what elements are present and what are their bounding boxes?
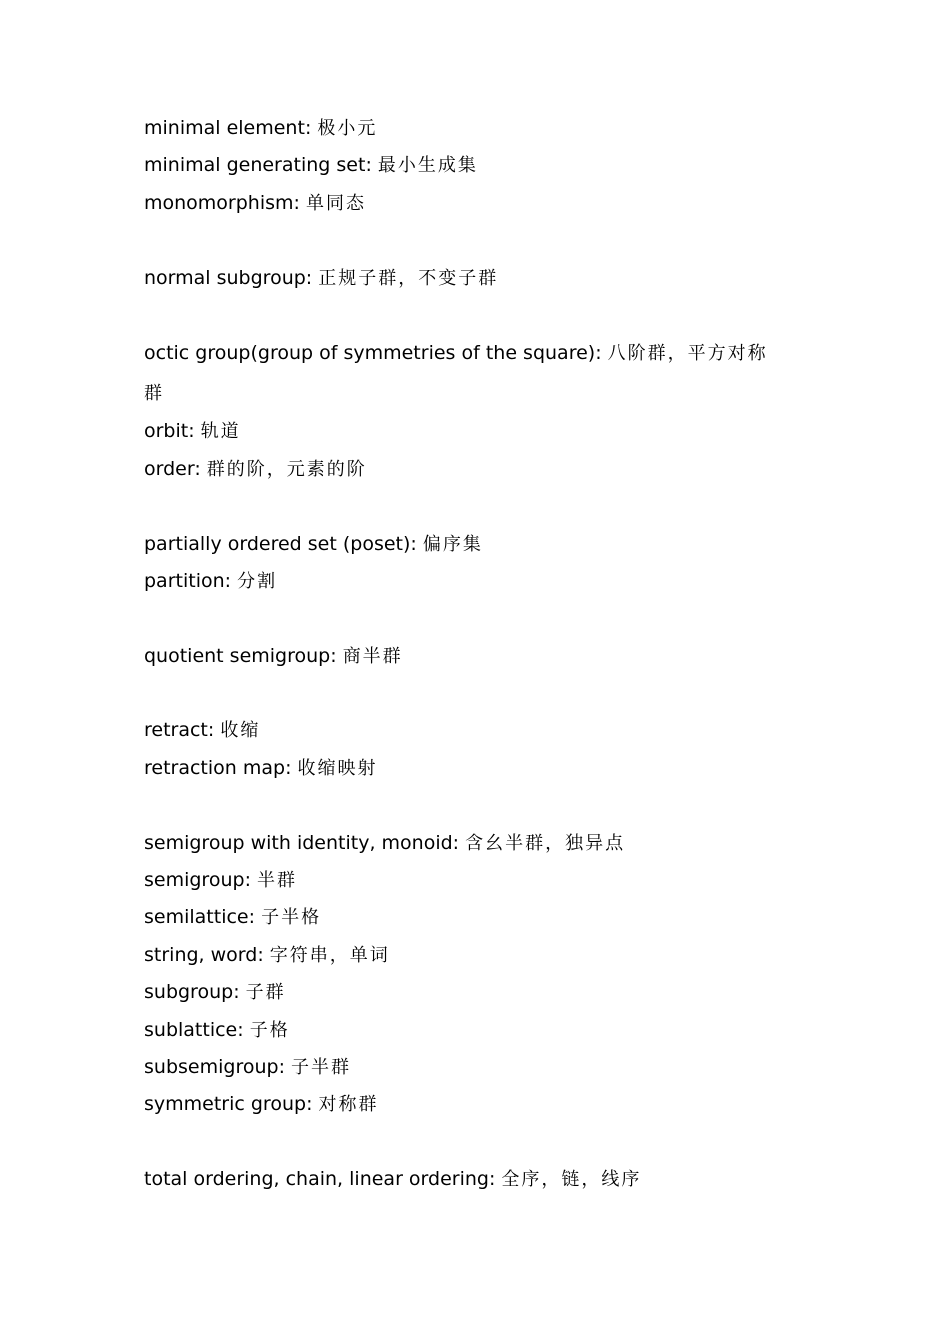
entry-separator: :	[305, 266, 313, 289]
entry-separator: :	[285, 756, 292, 779]
blank-line	[144, 488, 784, 525]
entry-separator: :	[410, 532, 417, 555]
entry-term: monomorphism	[144, 191, 294, 214]
entry-translation: 子半格	[261, 907, 322, 929]
entry-separator: :	[237, 1018, 244, 1041]
entry-translation: 偏序集	[422, 533, 483, 555]
entry-translation: 商半群	[342, 645, 403, 667]
entry-separator: :	[304, 117, 312, 139]
glossary-entry	[144, 825, 784, 862]
entry-separator: :	[365, 154, 372, 177]
glossary-entry	[144, 862, 784, 899]
entry-separator: :	[248, 906, 256, 929]
glossary-entry	[144, 563, 784, 600]
entry-term: total ordering, chain, linear ordering	[144, 1168, 489, 1191]
glossary-entry	[144, 1161, 784, 1198]
glossary-entry	[144, 974, 784, 1011]
entry-separator: :	[257, 943, 264, 966]
entry-term: semigroup	[144, 869, 245, 892]
entry-translation: 单同态	[306, 192, 366, 214]
glossary-entry	[144, 712, 784, 749]
entry-translation: 对称群	[318, 1094, 379, 1116]
glossary-entry	[144, 1049, 784, 1086]
entry-translation: 正规子群，不变子群	[318, 267, 499, 289]
entry-translation: 极小元	[317, 118, 378, 139]
glossary-entry	[144, 185, 784, 222]
blank-line	[144, 787, 784, 824]
entry-separator: :	[595, 342, 602, 365]
glossary-entry	[144, 750, 784, 787]
glossary	[144, 110, 784, 1199]
glossary-entry	[144, 110, 784, 147]
glossary-entry	[144, 1012, 784, 1049]
entry-translation: 八阶群，平方对称群	[144, 343, 768, 404]
blank-line	[144, 297, 784, 334]
entry-separator: :	[330, 644, 337, 667]
entry-term: minimal element	[144, 117, 305, 139]
entry-translation: 子格	[249, 1019, 290, 1041]
glossary-entry	[144, 937, 784, 974]
entry-term: minimal generating set	[144, 154, 366, 177]
glossary-entry	[144, 147, 784, 184]
glossary-entry	[144, 1086, 784, 1123]
entry-translation: 轨道	[200, 421, 241, 443]
entry-term: semigroup with identity, monoid	[144, 831, 453, 854]
entry-translation: 收缩	[220, 720, 261, 742]
entry-term: sublattice	[144, 1018, 238, 1041]
entry-translation: 群的阶，元素的阶	[206, 458, 367, 480]
glossary-entry	[144, 899, 784, 936]
entry-separator: :	[207, 719, 215, 742]
glossary-entry	[144, 260, 784, 297]
glossary-entry	[144, 413, 784, 450]
entry-term: subsemigroup	[144, 1055, 279, 1078]
entry-translation: 子群	[245, 982, 286, 1004]
entry-term: octic group(group of symmetries of the square)	[144, 342, 596, 365]
entry-separator: :	[188, 420, 195, 443]
glossary-entry	[144, 451, 784, 488]
entry-term: normal subgroup	[144, 266, 306, 289]
entry-translation: 分割	[237, 570, 278, 592]
entry-separator: :	[278, 1055, 285, 1078]
entry-separator: :	[452, 831, 460, 854]
entry-term: partition	[144, 569, 225, 592]
entry-translation: 半群	[257, 870, 298, 892]
entry-separator: :	[194, 457, 201, 480]
blank-line	[144, 1124, 784, 1161]
entry-separator: :	[293, 191, 300, 214]
entry-term: quotient semigroup	[144, 644, 331, 667]
entry-term: retraction map	[144, 756, 286, 779]
entry-separator: :	[244, 869, 251, 892]
entry-term: retract	[144, 719, 208, 742]
entry-separator: :	[233, 981, 240, 1004]
entry-term: order	[144, 457, 195, 480]
entry-separator: :	[488, 1168, 496, 1191]
blank-line	[144, 222, 784, 259]
glossary-entry	[144, 526, 784, 563]
entry-separator: :	[224, 569, 232, 592]
entry-term: semilattice	[144, 906, 249, 929]
entry-term: partially ordered set (poset)	[144, 532, 411, 555]
entry-term: string, word	[144, 943, 258, 966]
entry-translation: 字符串，单词	[269, 944, 390, 966]
entry-term: symmetric group	[144, 1093, 307, 1116]
entry-translation: 最小生成集	[377, 155, 478, 177]
entry-translation: 含幺半群，独异点	[465, 832, 626, 854]
entry-term: orbit	[144, 420, 189, 443]
blank-line	[144, 675, 784, 712]
entry-term: subgroup	[144, 981, 234, 1004]
blank-line	[144, 600, 784, 637]
entry-translation: 子半群	[291, 1056, 352, 1078]
entry-translation: 收缩映射	[297, 757, 378, 779]
glossary-entry	[144, 334, 784, 413]
glossary-entry	[144, 638, 784, 675]
entry-translation: 全序，链，线序	[501, 1169, 642, 1191]
entry-separator: :	[306, 1093, 313, 1116]
